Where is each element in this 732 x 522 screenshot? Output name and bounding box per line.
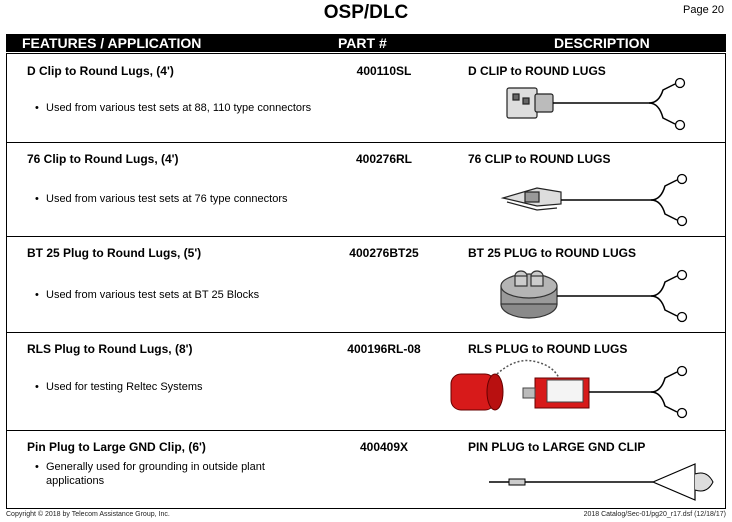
product-name: BT 25 Plug to Round Lugs, (5') xyxy=(27,246,202,260)
product-description: D CLIP to ROUND LUGS xyxy=(468,64,606,78)
header-part: PART # xyxy=(338,35,387,51)
application-bullet: • Used from various test sets at BT 25 Blocks xyxy=(35,289,260,301)
part-number: 400110SL xyxy=(356,64,412,78)
product-description: RLS PLUG to ROUND LUGS xyxy=(468,342,628,356)
table-row xyxy=(7,236,725,333)
part-number: 400409X xyxy=(359,440,409,454)
76-clip-cable-image xyxy=(437,162,725,232)
table-row xyxy=(7,54,725,143)
product-name: D Clip to Round Lugs, (4') xyxy=(27,64,174,78)
part-number: 400196RL-08 xyxy=(347,342,421,356)
page-number: Page 20 xyxy=(683,4,724,16)
header-features: FEATURES / APPLICATION xyxy=(22,35,202,51)
page-title: OSP/DLC xyxy=(323,2,409,23)
application-bullet: • Generally used for grounding in outside plant applications xyxy=(35,461,265,487)
bt25-plug-cable-image xyxy=(437,256,725,328)
table-row xyxy=(7,332,725,431)
product-name: 76 Clip to Round Lugs, (4') xyxy=(27,152,179,166)
copyright-text: Copyright © 2018 by Telecom Assistance Group, Inc. xyxy=(6,511,170,518)
part-number: 400276BT25 xyxy=(349,246,419,260)
product-name: Pin Plug to Large GND Clip, (6') xyxy=(27,440,206,454)
pin-plug-gnd-clip-image xyxy=(437,450,725,508)
table-row xyxy=(7,142,725,237)
product-name: RLS Plug to Round Lugs, (8') xyxy=(27,342,193,356)
product-description: 76 CLIP to ROUND LUGS xyxy=(468,152,611,166)
d-clip-cable-image xyxy=(437,74,725,140)
product-description: BT 25 PLUG to ROUND LUGS xyxy=(468,246,637,260)
rls-plug-cable-image xyxy=(437,352,725,426)
table-header xyxy=(6,34,726,52)
header-description: DESCRIPTION xyxy=(554,35,650,51)
table-row xyxy=(7,430,725,508)
product-description: PIN PLUG to LARGE GND CLIP xyxy=(468,440,646,454)
product-table xyxy=(6,53,726,509)
application-bullet: • Used for testing Reltec Systems xyxy=(35,381,203,393)
part-number: 400276RL xyxy=(355,152,413,166)
file-reference: 2018 Catalog/Sec-01/pg20_r17.dsf (12/18/17) xyxy=(583,511,726,518)
application-bullet: • Used from various test sets at 76 type connectors xyxy=(35,193,288,205)
application-bullet: • Used from various test sets at 88, 110 type connectors xyxy=(35,102,312,114)
